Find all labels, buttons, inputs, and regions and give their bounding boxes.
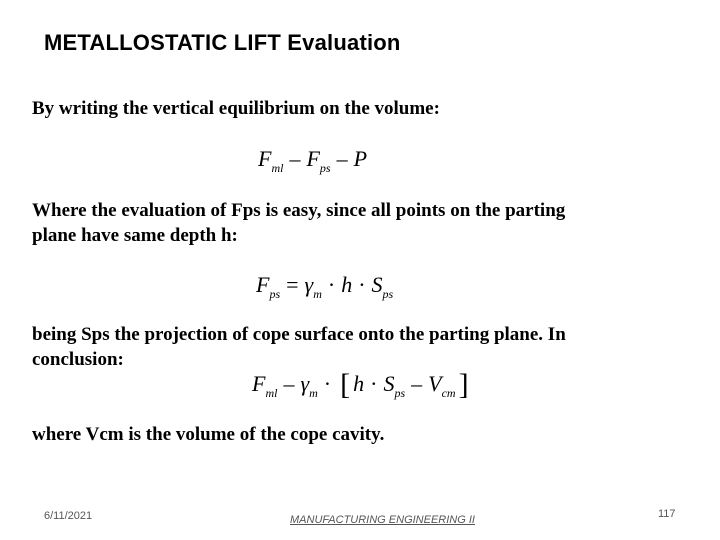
paragraph-sps-definition: [32, 322, 672, 372]
formula-term: F: [256, 272, 270, 297]
paragraph-fps-evaluation: [32, 198, 672, 248]
formula-subscript: cm: [441, 386, 456, 400]
formula-operator: ·: [323, 371, 332, 396]
formula-term: P: [353, 146, 368, 171]
formula-subscript: ml: [271, 161, 284, 175]
formula-operator: ·: [327, 272, 336, 297]
paragraph-line: plane have same depth h:: [32, 225, 238, 246]
paragraph-line: conclusion:: [32, 349, 124, 370]
formula-subscript: ps: [319, 161, 331, 175]
formula-operator: =: [286, 272, 299, 297]
formula-operator: ·: [370, 371, 378, 396]
formula-subscript: m: [309, 386, 318, 400]
footer-page-number: 117: [658, 508, 676, 520]
formula-operator: –: [289, 146, 301, 171]
paragraph-line: where Vcm is the volume of the cope cavity.: [32, 424, 385, 445]
paragraph-vcm-definition: [32, 422, 672, 447]
paragraph-line: Where the evaluation of Fps is easy, since all points on the parting: [32, 200, 566, 221]
formula-subscript: ps: [394, 386, 406, 400]
formula-subscript: ps: [382, 287, 394, 301]
formula-subscript: ml: [265, 386, 278, 400]
footer-date: 6/11/2021: [44, 510, 93, 522]
formula-subscript: ps: [269, 287, 281, 301]
formula-bracket: ]: [458, 368, 469, 401]
formula-term: γ: [300, 371, 310, 396]
formula-subscript: m: [313, 287, 322, 301]
formula-conclusion: [252, 368, 472, 402]
formula-term: S: [371, 272, 383, 297]
footer-course-title: MANUFACTURING ENGINEERING II: [290, 514, 475, 526]
formula-term: V: [428, 371, 442, 396]
paragraph-line: By writing the vertical equilibrium on the volume:: [32, 98, 440, 119]
formula-term: h: [353, 371, 365, 396]
formula-term: S: [383, 371, 395, 396]
formula-operator: ·: [358, 272, 366, 297]
formula-term: F: [258, 146, 272, 171]
formula-term: F: [306, 146, 320, 171]
formula-fps: [256, 272, 393, 302]
slide-title: METALLOSTATIC LIFT Evaluation: [44, 30, 401, 55]
formula-operator: –: [283, 371, 295, 396]
formula-term: γ: [304, 272, 314, 297]
paragraph-line: being Sps the projection of cope surface onto the parting plane. In: [32, 324, 566, 345]
formula-operator: –: [411, 371, 423, 396]
formula-operator: –: [336, 146, 348, 171]
formula-term: F: [252, 371, 266, 396]
formula-bracket: [: [340, 368, 351, 401]
paragraph-equilibrium: [32, 96, 672, 121]
formula-term: h: [341, 272, 353, 297]
formula-equilibrium: [258, 146, 367, 176]
